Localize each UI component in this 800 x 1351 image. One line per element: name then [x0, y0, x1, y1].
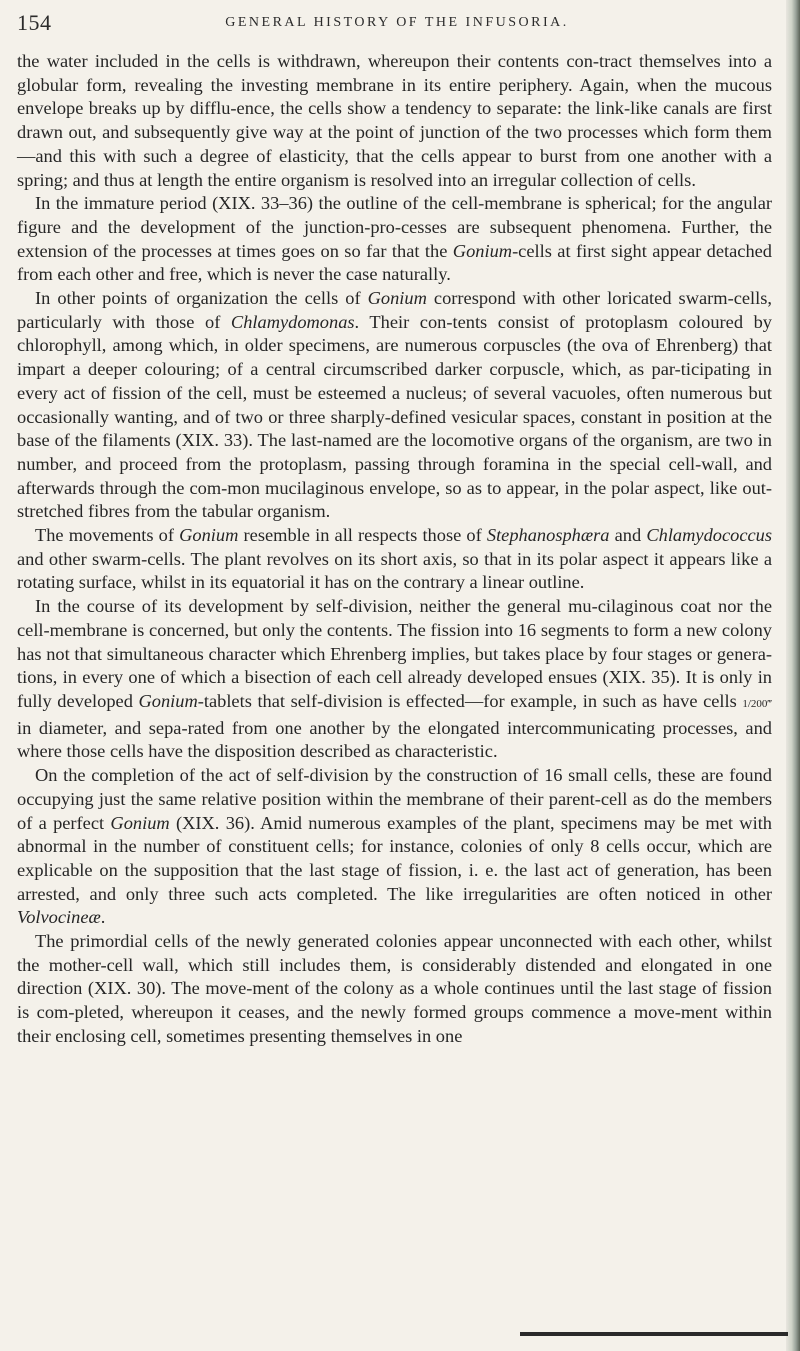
paragraph	[17, 595, 772, 764]
text-run: In the immature period (XIX. 33–36) the outline of the cell-membrane is spherical; for the angular figure and the development of the junction-pro-cesses are subsequent phenomena. Further, the extension of the processes at times goes on so far that the	[17, 193, 772, 261]
italic-term: Volvocineæ	[17, 907, 101, 928]
running-head: GENERAL HISTORY OF THE INFUSORIA.	[225, 15, 569, 30]
text-run: the water included in the cells is withdrawn, whereupon their contents con-tract themselves into a globular form, revealing the investing membrane in its entire periphery. Again, when the mucous envelope breaks up by difflu-ence, the cells show a tendency to separate: the link-like canals are first drawn out, and subsequently give way at the point of junction of the two processes which form them—and this with such a degree of elasticity, that the cells appear to burst from one another with a spring; and thus at length the entire organism is resolved into an irregular collection of cells.	[17, 51, 772, 190]
text-run: -tablets that self-division is effected—for example, in such as have cells	[197, 690, 743, 711]
text-run: . Their con-tents consist of protoplasm coloured by chlorophyll, among which, in older specimens, are numerous corpuscles (the ova of Ehrenberg) that impart a deeper colouring; of a central circumscribed darker corpuscle, which, as par-ticipating in every act of fission of the cell, must be esteemed a nucleus; of several vacuoles, often numerous but occasionally wanting, and of two or three sharply-defined vesicular spaces, constant in position at the base of the filaments (XIX. 33). The last-named are the locomotive organs of the organism, are two in number, and proceed from the protoplasm, passing through foramina in the special cell-wall, and afterwards through the com-mon mucilaginous envelope, so as to appear, in the polar aspect, like out-stretched fibres from the tabular organism.	[17, 311, 772, 522]
text-run: and	[609, 525, 647, 546]
italic-term: Gonium	[452, 240, 513, 261]
text-run: in diameter, and sepa-rated from one another by the elongated intercommunicating processes, and where those cells have the disposition described as characteristic.	[17, 717, 772, 762]
text-run: On the completion of the act of self-division by the construction of 16 small cells, these are found occupying just the same relative position within the membrane of their parent-cell as do the members of a perfect	[17, 765, 772, 833]
text-run: (XIX. 36). Amid numerous examples of the plant, specimens may be met with abnormal in the number of constituent cells; for instance, colonies of only 8 cells occur, which are explicable on the supposition that the last stage of fission, i. e. the last act of generation, has been arrested, and only three such acts completed. The like irregularities are often noticed in other	[17, 812, 772, 904]
paragraph	[17, 930, 772, 1049]
italic-term: Chlamydococcus	[646, 525, 772, 546]
text-run: In other points of organization the cells of	[35, 288, 368, 309]
italic-term: Gonium	[367, 288, 427, 309]
body-text	[17, 50, 772, 1049]
text-run: -cells at first sight appear detached from each other and free, which is never the case naturally.	[17, 240, 772, 285]
text-run: .	[100, 907, 106, 928]
page-number: 154	[17, 10, 52, 35]
italic-term: Gonium	[110, 812, 170, 833]
text-run: resemble in all respects those of	[238, 525, 487, 546]
paragraph	[17, 764, 772, 930]
page-header	[17, 10, 777, 44]
italic-term: Chlamydomonas	[230, 311, 355, 332]
text-run: correspond with other loricated swarm-cells, particularly with those of	[17, 288, 772, 332]
italic-term: Gonium	[179, 525, 239, 546]
italic-term: Gonium	[138, 690, 198, 711]
paragraph	[17, 50, 772, 192]
paragraph	[17, 192, 772, 287]
text-run: and other swarm-cells. The plant revolves on its short axis, so that in its polar aspect it appears like a rotating surface, whilst in its equatorial it has on the contrary a linear outline.	[17, 548, 772, 593]
text-run: The primordial cells of the newly generated colonies appear unconnected with each other, whilst the mother-cell wall, which still includes them, is considerably distended and elongated in one direction (XIX. 30). The move-ment of the colony as a whole continues until the last stage of fission is com-pleted, whereupon it ceases, and the newly formed groups commence a move-ment within their enclosing cell, sometimes presenting themselves in one	[17, 931, 772, 1046]
fraction: 1/200‴	[742, 697, 772, 710]
paragraph	[17, 524, 772, 595]
text-run: In the course of its development by self-division, neither the general mu-cilaginous coat nor the cell-membrane is concerned, but only the contents. The fission into 16 segments to form a new colony has not that simultaneous character which Ehrenberg implies, but takes place by four stages or genera-tions, in every one of which a bisection of each cell already developed ensues (XIX. 35). It is only in fully developed	[17, 596, 772, 711]
italic-term: Stephanosphæra	[486, 525, 610, 546]
page-edge	[786, 0, 800, 1351]
paragraph	[17, 287, 772, 524]
text-run: The movements of	[35, 525, 180, 546]
bottom-rule	[520, 1332, 788, 1336]
